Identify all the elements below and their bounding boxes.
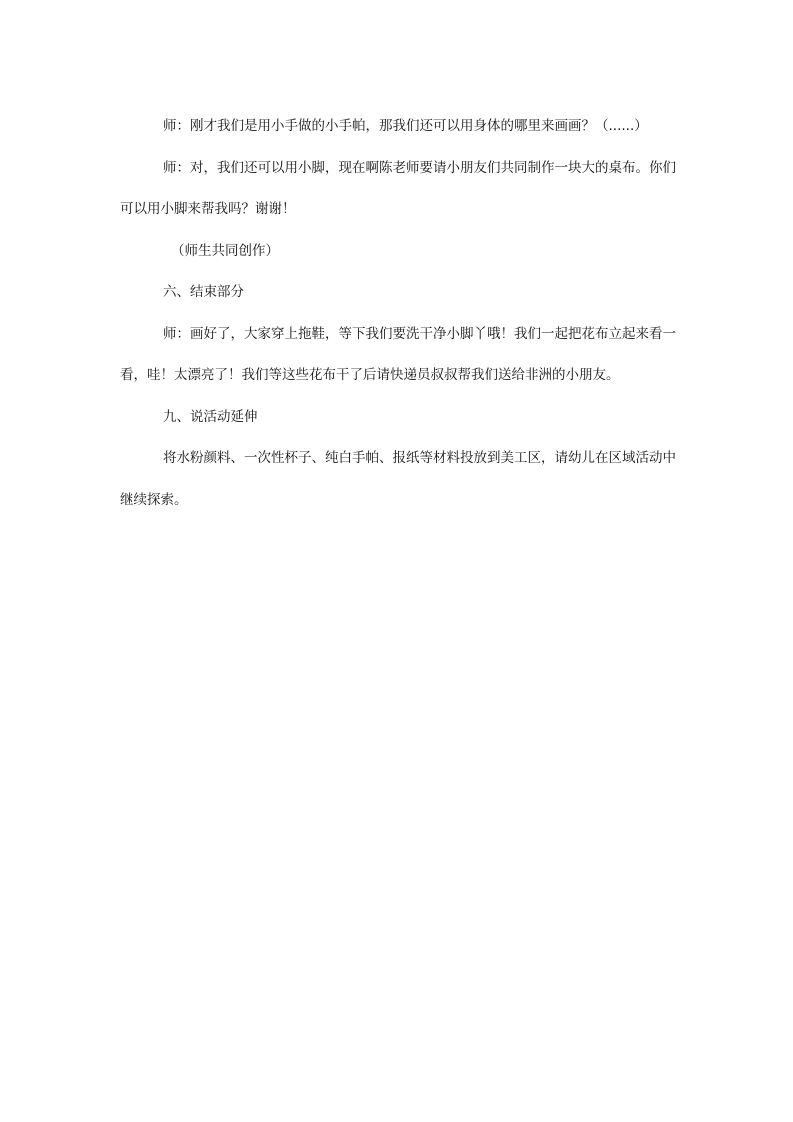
paragraph-teacher-finish: 师：画好了，大家穿上拖鞋，等下我们要洗干净小脚丫哦！我们一起把花布立起来看一看，哇！太漂亮了！我们等这些花布干了后请快递员叔叔帮我们送给非洲的小朋友。 (120, 325, 676, 383)
paragraph-extension-detail: 将水粉颜料、一次性杯子、纯白手帕、报纸等材料投放到美工区，请幼儿在区域活动中继续探索。 (120, 450, 676, 508)
section-heading-extension: 九、说活动延伸 (163, 408, 258, 425)
section-heading-ending: 六、结束部分 (163, 284, 244, 300)
paragraph-teacher-feet: 师：对，我们还可以用小脚，现在啊陈老师要请小朋友们共同制作一块大的桌布。你们可以用小脚来帮我吗？谢谢！ (120, 159, 676, 217)
document-body (120, 106, 676, 521)
paragraph-co-creation: （师生共同创作） (171, 242, 279, 259)
paragraph-teacher-question: 师：刚才我们是用小手做的小手帕，那我们还可以用身体的哪里来画画？（......） (163, 118, 648, 134)
